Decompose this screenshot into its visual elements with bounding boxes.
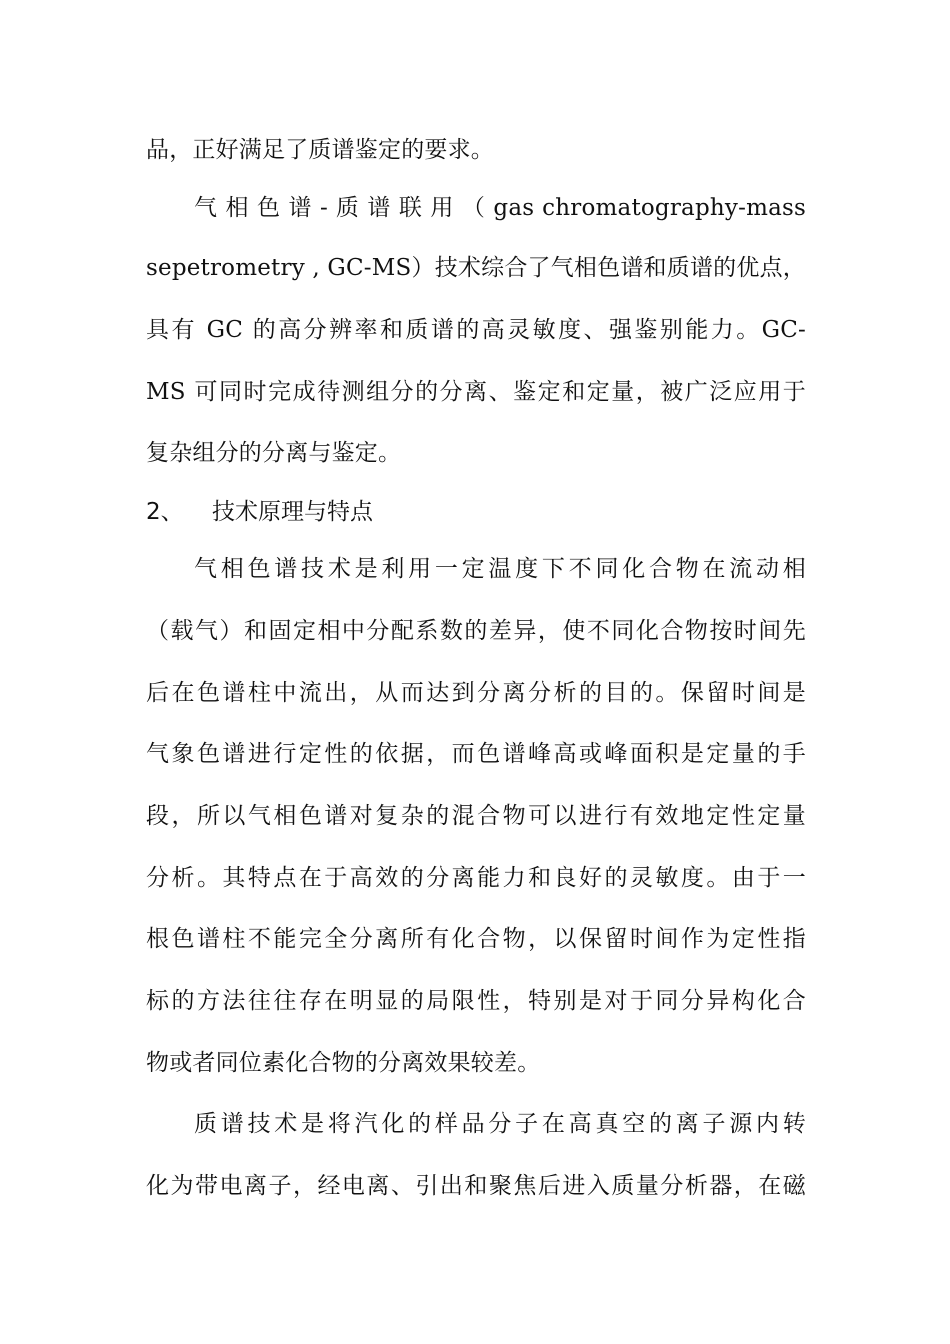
paragraph-line: 分析。其特点在于高效的分离能力和良好的灵敏度。由于一 xyxy=(146,865,806,891)
paragraph-line: 后在色谱柱中流出，从而达到分离分析的目的。保留时间是 xyxy=(146,680,806,706)
paragraph-line: 气 相 色 谱 - 质 谱 联 用 （ gas chromatography-mass xyxy=(194,195,806,221)
paragraph-line: 化为带电离子，经电离、引出和聚焦后进入质量分析器，在磁 xyxy=(146,1173,806,1199)
paragraph-line: MS 可同时完成待测组分的分离、鉴定和定量，被广泛应用于 xyxy=(146,379,806,405)
paragraph-line: 复杂组分的分离与鉴定。 xyxy=(146,440,402,466)
section-heading xyxy=(146,496,373,528)
paragraph-line: 物或者同位素化合物的分离效果较差。 xyxy=(146,1050,541,1076)
section-number: 2、 xyxy=(146,499,184,525)
paragraph-line: 具有 GC 的高分辨率和质谱的高灵敏度、强鉴别能力。GC- xyxy=(146,317,806,343)
paragraph-line: 段，所以气相色谱对复杂的混合物可以进行有效地定性定量 xyxy=(146,803,806,829)
paragraph-line: 质谱技术是将汽化的样品分子在高真空的离子源内转 xyxy=(194,1111,806,1137)
paragraph-line: （载气）和固定相中分配系数的差异，使不同化合物按时间先 xyxy=(146,618,806,644)
paragraph-line: 品，正好满足了质谱鉴定的要求。 xyxy=(146,137,494,163)
paragraph-line: sepetrometry , GC-MS）技术综合了气相色谱和质谱的优点， xyxy=(146,255,806,281)
paragraph-line: 根色谱柱不能完全分离所有化合物，以保留时间作为定性指 xyxy=(146,926,806,952)
section-title: 技术原理与特点 xyxy=(212,499,373,525)
paragraph-line: 气相色谱技术是利用一定温度下不同化合物在流动相 xyxy=(194,556,806,582)
paragraph-line: 气象色谱进行定性的依据，而色谱峰高或峰面积是定量的手 xyxy=(146,741,806,767)
paragraph-line: 标的方法往往存在明显的局限性，特别是对于同分异构化合 xyxy=(146,988,806,1014)
